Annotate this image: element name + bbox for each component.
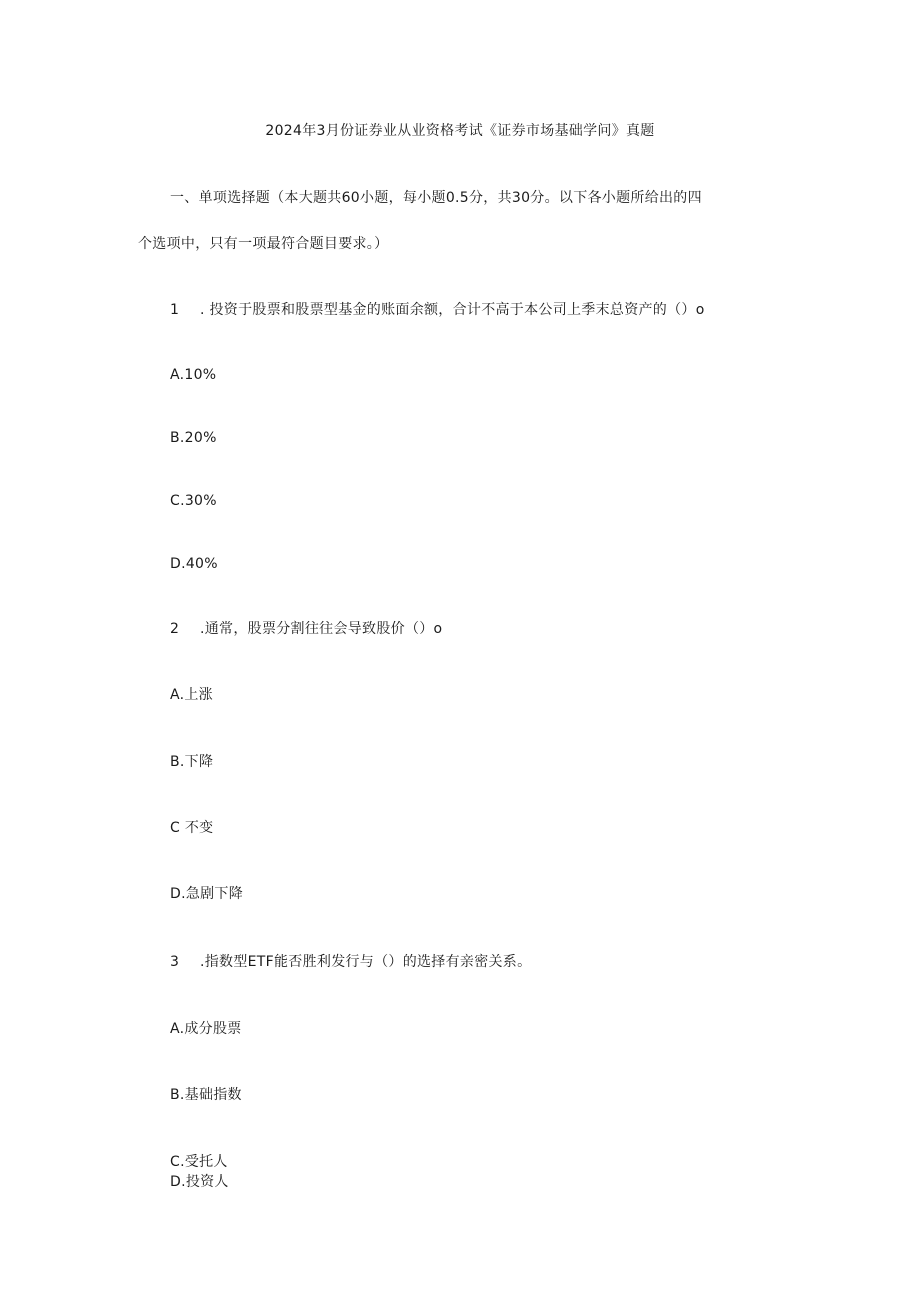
question-2-option-a: A.上涨 [170, 687, 213, 703]
question-1-option-c: C.30% [170, 493, 217, 509]
question-1-number: 1 [170, 302, 180, 318]
section-heading-line-1: 一、单项选择题（本大题共60小题，每小题0.5分，共30分。以下各小题所给出的四 [170, 190, 702, 206]
question-3-option-b: B.基础指数 [170, 1087, 242, 1103]
question-2-option-c: C 不变 [170, 820, 214, 836]
question-1-option-d: D.40% [170, 556, 218, 572]
question-3-option-d: D.投资人 [170, 1174, 229, 1190]
question-1-option-b: B.20% [170, 430, 217, 446]
question-3-text: .指数型ETF能否胜利发行与（）的选择有亲密关系。 [200, 954, 532, 970]
question-2-number: 2 [170, 621, 180, 637]
document-title: 2024年3月份证券业从业资格考试《证券市场基础学问》真题 [265, 123, 655, 139]
question-1-text: . 投资于股票和股票型基金的账面余额，合计不高于本公司上季末总资产的（）o [200, 302, 705, 318]
question-2-option-b: B.下降 [170, 754, 214, 770]
question-3-option-a: A.成分股票 [170, 1021, 242, 1037]
question-1 [170, 301, 705, 319]
question-2 [170, 620, 442, 638]
question-3-option-c: C.受托人 [170, 1154, 228, 1170]
question-3-number: 3 [170, 954, 180, 970]
question-3 [170, 953, 531, 971]
question-2-text: .通常，股票分割往往会导致股价（）o [200, 621, 443, 637]
question-1-option-a: A.10% [170, 367, 217, 383]
question-2-option-d: D.急剧下降 [170, 886, 244, 902]
section-heading-line-2: 个选项中，只有一项最符合题目要求。） [138, 236, 389, 252]
